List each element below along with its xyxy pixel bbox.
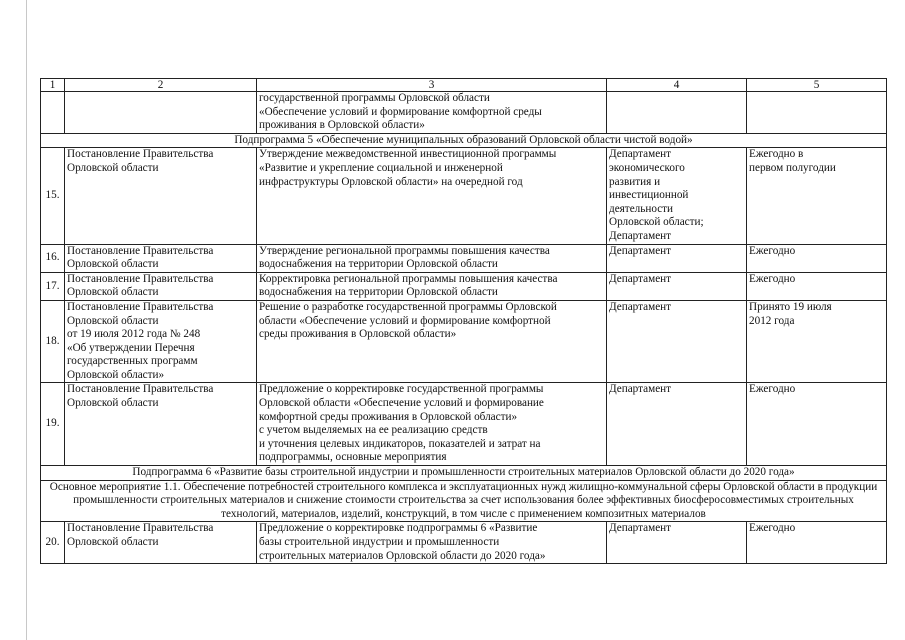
subprogram-5-title: Подпрограмма 5 «Обеспечение муниципальных образований Орловской области чистой водой» (41, 133, 887, 148)
legal-act-cell: Постановление Правительства Орловской области (65, 383, 257, 466)
legal-act-cell: Постановление Правительства Орловской области (65, 148, 257, 244)
legal-act-cell: Постановление Правительства Орловской области (65, 522, 257, 564)
continuation-text: государственной программы Орловской области «Обеспечение условий и формирование комфортной среды проживания в Орловской области» (257, 92, 607, 134)
main-measure-row (41, 480, 887, 522)
continuation-doc-cell (65, 92, 257, 134)
main-measure-text: Основное мероприятие 1.1. Обеспечение потребностей строительного комплекса и эксплуатационных нужд жилищно-коммунальной сферы Орловской области в продукции промышленности строительных материалов и снижение стоимости строительства за счет использования более эффективных биосферосовместимых строительных технологий, материалов, изделий, конструкций, в том числе с применением композитных материалов (41, 480, 887, 522)
continuation-row (41, 92, 887, 134)
content-cell: Утверждение региональной программы повышения качества водоснабжения на территории Орловской области (257, 244, 607, 272)
content-cell: Утверждение межведомственной инвестиционной программы «Развитие и укрепление социальной и инженерной инфраструктуры Орловской области» на очередной год (257, 148, 607, 244)
column-number-row (41, 79, 887, 92)
responsible-cell: Департамент (607, 522, 747, 564)
page-edge-line (26, 0, 27, 640)
table-row (41, 522, 887, 564)
content-cell: Решение о разработке государственной программы Орловской области «Обеспечение условий и формирование комфортной среды проживания в Орловской области» (257, 300, 607, 383)
table-row (41, 272, 887, 300)
deadline-cell: Ежегодно (747, 272, 887, 300)
table-row (41, 300, 887, 383)
deadline-cell: Ежегодно (747, 522, 887, 564)
deadline-cell: Ежегодно в первом полугодии (747, 148, 887, 244)
content-cell: Предложение о корректировке государственной программы Орловской области «Обеспечение условий и формирование комфортной среды проживания в Орловской области» с учетом выделяемых на ее реализацию средств и уточнения целевых индикаторов, показателей и затрат на подпрограммы, основные мероприятия (257, 383, 607, 466)
column-header-4: 4 (607, 79, 747, 92)
responsible-cell: Департамент (607, 244, 747, 272)
legal-act-cell: Постановление Правительства Орловской области (65, 272, 257, 300)
responsible-cell: Департамент (607, 300, 747, 383)
row-number: 19. (41, 383, 65, 466)
table-row (41, 148, 887, 244)
table-row (41, 383, 887, 466)
continuation-term-cell (747, 92, 887, 134)
row-number: 16. (41, 244, 65, 272)
deadline-cell: Принято 19 июля 2012 года (747, 300, 887, 383)
row-number: 18. (41, 300, 65, 383)
row-number: 15. (41, 148, 65, 244)
subprogram-6-row (41, 466, 887, 481)
subprogram-5-row (41, 133, 887, 148)
responsible-cell: Департамент экономического развития и инвестиционной деятельности Орловской области; Департамент (607, 148, 747, 244)
legal-act-cell: Постановление Правительства Орловской области (65, 244, 257, 272)
deadline-cell: Ежегодно (747, 383, 887, 466)
table-row (41, 244, 887, 272)
subprogram-6-title: Подпрограмма 6 «Развитие базы строительной индустрии и промышленности строительных материалов Орловской области до 2020 года» (41, 466, 887, 481)
document-table (40, 78, 887, 564)
row-number: 17. (41, 272, 65, 300)
responsible-cell: Департамент (607, 272, 747, 300)
column-header-1: 1 (41, 79, 65, 92)
row-number: 20. (41, 522, 65, 564)
column-header-5: 5 (747, 79, 887, 92)
responsible-cell: Департамент (607, 383, 747, 466)
content-cell: Предложение о корректировке подпрограммы 6 «Развитие базы строительной индустрии и промышленности строительных материалов Орловской области до 2020 года» (257, 522, 607, 564)
column-header-3: 3 (257, 79, 607, 92)
legal-act-cell: Постановление Правительства Орловской области от 19 июля 2012 года № 248 «Об утверждении Перечня государственных программ Орловской области» (65, 300, 257, 383)
deadline-cell: Ежегодно (747, 244, 887, 272)
content-cell: Корректировка региональной программы повышения качества водоснабжения на территории Орловской области (257, 272, 607, 300)
continuation-num-cell (41, 92, 65, 134)
column-header-2: 2 (65, 79, 257, 92)
continuation-dept-cell (607, 92, 747, 134)
